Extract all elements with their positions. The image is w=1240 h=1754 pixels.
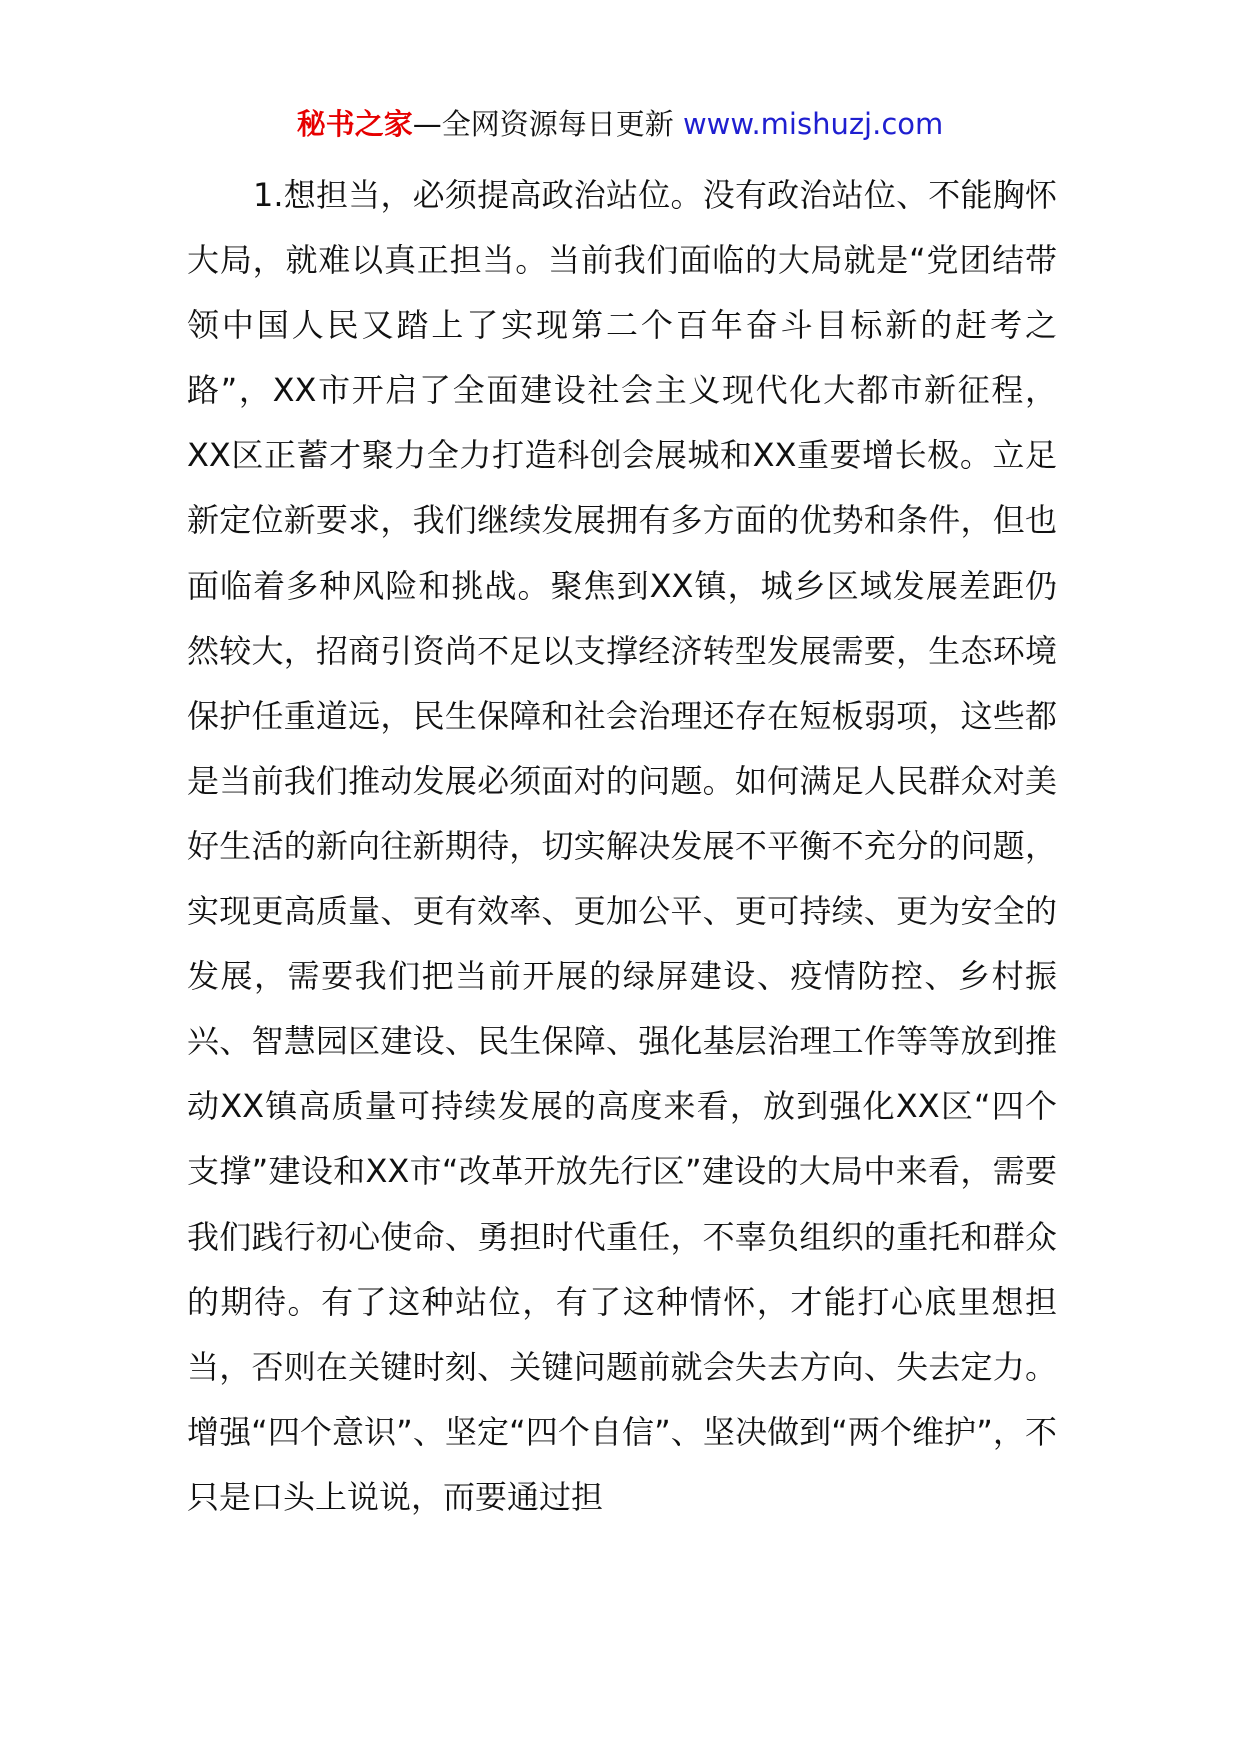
site-url[interactable]: www.mishuzj.com — [682, 107, 944, 141]
brand-name: 秘书之家 — [296, 107, 413, 141]
header-tagline: —全网资源每日更新 — [412, 107, 674, 141]
body-paragraph: 1.想担当，必须提高政治站位。没有政治站位、不能胸怀大局，就难以真正担当。当前我们面临的大局就是“党团结带领中国人民又踏上了实现第二个百年奋斗目标新的赶考之路”，XX市开启了全面建设社会主义现代化大都市新征程，XX区正蓄才聚力全力打造科创会展城和XX重要增长极。立足新定位新要求，我们继续发展拥有多方面的优势和条件，但也面临着多种风险和挑战。聚焦到XX镇，城乡区域发展差距仍然较大，招商引资尚不足以支撑经济转型发展需要，生态环境保护任重道远，民生保障和社会治理还存在短板弱项，这些都是当前我们推动发展必须面对的问题。如何满足人民群众对美好生活的新向往新期待，切实解决发展不平衡不充分的问题，实现更高质量、更有效率、更加公平、更可持续、更为安全的发展，需要我们把当前开展的绿屏建设、疫情防控、乡村振兴、智慧园区建设、民生保障、强化基层治理工作等等放到推动XX镇高质量可持续发展的高度来看，放到强化XX区“四个支撑”建设和XX市“改革开放先行区”建设的大局中来看，需要我们践行初心使命、勇担时代重任，不辜负组织的重托和群众的期待。有了这种站位，有了这种情怀，才能打心底里想担当，否则在关键时刻、关键问题前就会失去方向、失去定力。增强“四个意识”、坚定“四个自信”、坚决做到“两个维护”，不只是口头上说说，而要通过担 — [187, 176, 1057, 1516]
watermark-header — [0, 104, 1240, 144]
